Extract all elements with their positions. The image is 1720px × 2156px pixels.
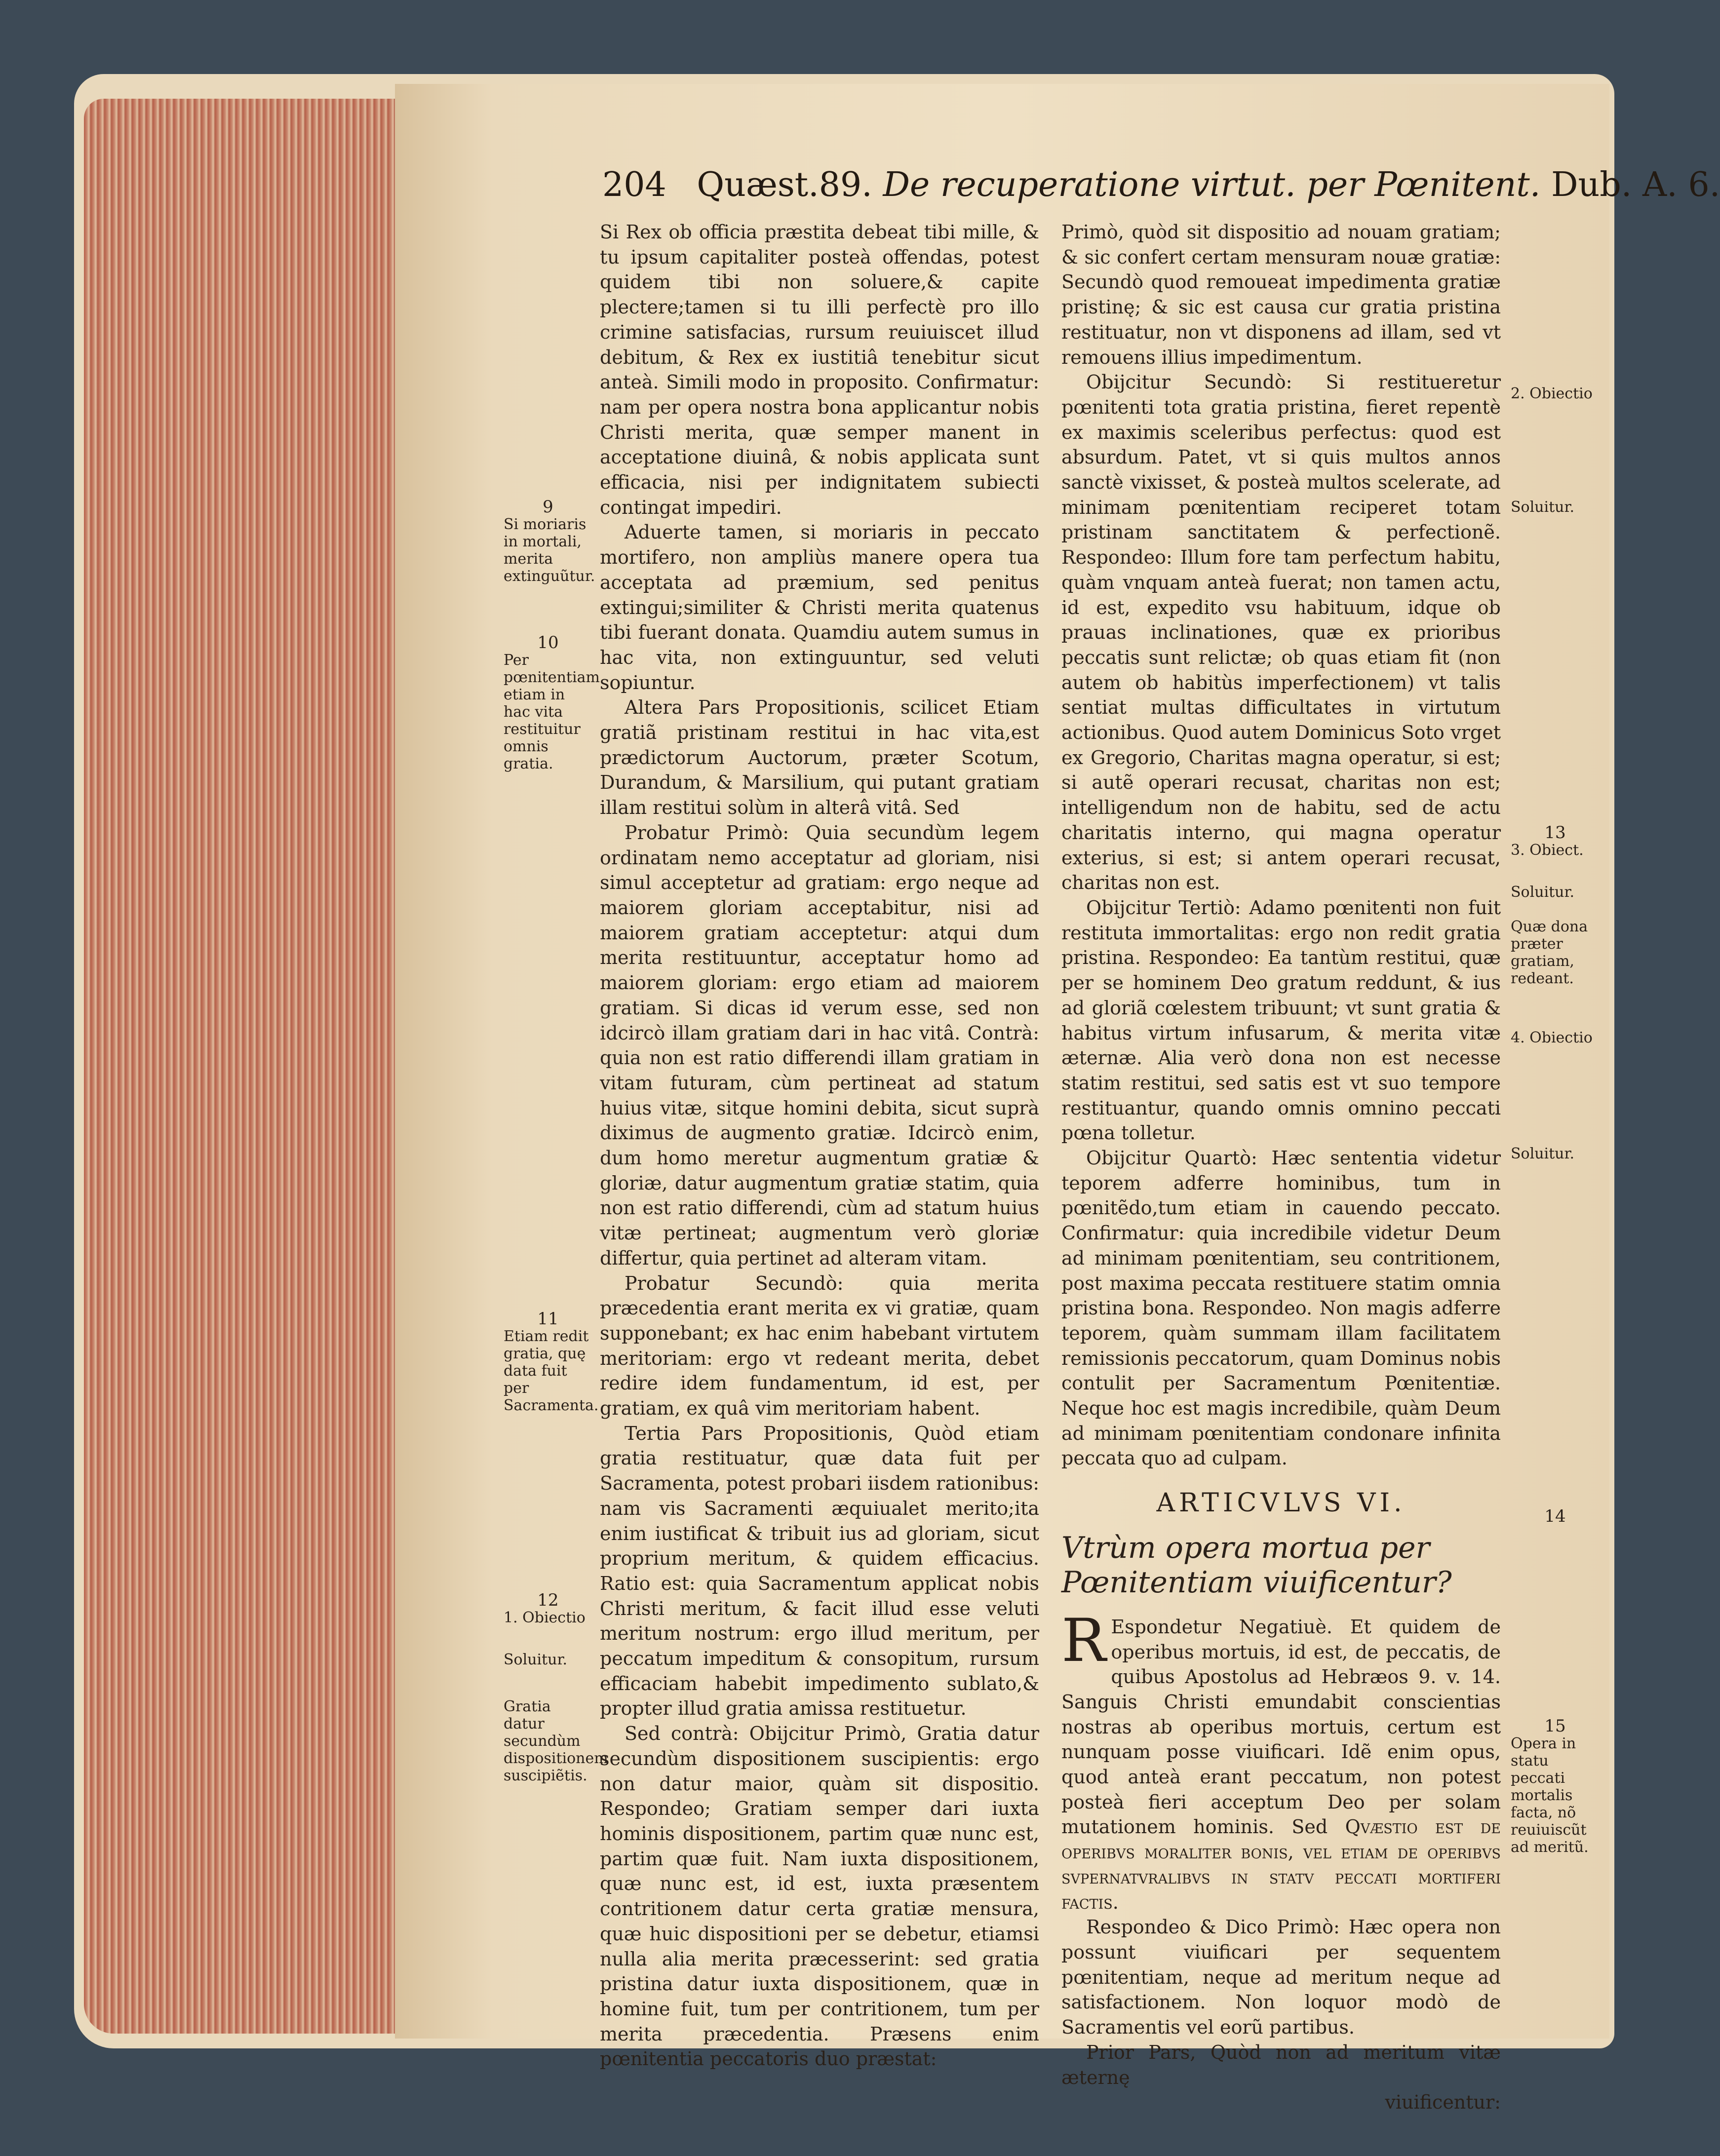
paragraph: Probatur Primò: Quia secundùm legem ordinatam nemo acceptatur ad gloriam, nisi simul acceptetur ad gratiam: ergo neque ad maiorem gloriam acceptabitur, nisi ad maiorem gratiam acceptetur: atqui dum merita restituuntur, acceptatur homo ad maiorem gloriam: ergo etiam ad maiorem gratiam. Si dicas id verum esse, sed non idcircò illam gratiam dari in hac vitâ. Contrà: quia non est ratio differendi illam gratiam in vitam futuram, cùm pertineat ad statum huius vitæ, sitque homini debita, sicut suprà diximus de augmento gratiæ. Idcircò enim, dum homo meretur augmentum gratiæ & gloriæ, datur augmentum gratiæ statim, quia non est ratio differendi, cùm ad statum huius vitæ pertineat; augmentum verò gloriæ differtur, quia pertinet ad alteram vitam. xyxy=(600,821,1039,1269)
header-section: Dub. A. 6. xyxy=(1551,165,1720,204)
margin-note: Soluitur. xyxy=(1511,499,1575,516)
paragraph xyxy=(1061,1606,1501,1915)
margin-note: Soluitur. xyxy=(1511,884,1575,901)
margin-note: Quæ dona præter gratiam, redeant. xyxy=(1511,918,1588,987)
paragraph: Altera Pars Propositionis, scilicet Etiam gratiã pristinam restitui in hac vita,est prædictorum Auctorum, præter Scotum, Durandum, & Marsilium, qui putant gratiam illam restitui solùm in alterâ vitâ. Sed xyxy=(600,696,1039,819)
margin-note: 2. Obiectio xyxy=(1511,385,1593,402)
paragraph: Respondeo & Dico Primò: Hæc opera non possunt viuificari per sequentem pœnitentiam, neque ad meritum neque ad satisfactionem. Non loquor modò de Sacramentis vel eorũ partibus. xyxy=(1061,1916,1501,2039)
paragraph: Primò, quòd sit dispositio ad nouam gratiam; & sic confert certam mensuram nouæ gratiæ: Secundò quod remoueat impedimenta gratiæ pristinę; & sic est causa cur gratia pristina restituatur, non vt disponens ad illam, sed vt remouens illius impedimentum. xyxy=(1061,221,1501,368)
margin-note: 14 xyxy=(1544,1506,1566,1526)
article-question: Vtrùm opera mortua per Pœnitentiam viuificentur? xyxy=(1061,1530,1452,1600)
page-edges xyxy=(84,99,400,2034)
paragraph: Obijcitur Tertiò: Adamo pœnitenti non fuit restituta immortalitas: ergo non redit gratia pristina. Respondeo: Ea tantùm restitui, quæ per se hominem Deo gratum reddunt, & ius ad gloriã cœlestem tribuunt; vt sunt gratia & habitus virtum infusarum, & merita vitæ æternæ. Alia verò dona non est necesse statim restitui, sed satis est vt suo tempore restituantur, quando omnis omnino peccati pœna tolletur. xyxy=(1061,896,1501,1144)
running-header xyxy=(602,165,1720,204)
margin-note: Gratia datur secundùm dispositionem suscipiẽtis. xyxy=(504,1698,608,1784)
margin-note: 9 Si moriaris in mortali, merita extinguũtur. xyxy=(504,497,595,585)
article-text: Espondetur Negatiuè. Et quidem de operibus mortuis, id est, de peccatis, de quibus Apostolus ad Hebræos 9. v. 14. Sanguis Christi emundabit conscientias nostras ab operibus mortuis, certum est nunquam posse viuificari. Idẽ enim opus, quod anteà erant peccatum, non potest posteà fieri acceptum Deo per solam mutationem hominis. Sed xyxy=(1061,1616,1501,1838)
paragraph: Si Rex ob officia præstita debeat tibi mille, & tu ipsum capitaliter posteà offendas, potest quidem tibi non soluere,& capite plectere;tamen si tu illi perfectè pro illo crimine satisfacias, rursum reuiuiscet illud debitum, & Rex ex iustitiâ tenebitur sicut anteà. Simili modo in proposito. Confirmatur: nam per opera nostra bona applicantur nobis Christi merita, quæ semper manent in acceptatione diuinâ, & nobis applicata sunt efficacia, nisi per indignitatem subiecti contingat impediri. xyxy=(600,221,1039,518)
drop-capital: R xyxy=(1061,1606,1106,1675)
article-smallcaps: Qvæstio est de operibvs moraliter bonis, vel etiam de operibvs svpernatvralibvs in statv peccati mortiferi factis. xyxy=(1061,1816,1501,1913)
catchword: viuificentur: xyxy=(1385,2091,1501,2114)
margin-note: 4. Obiectio xyxy=(1511,1029,1593,1046)
margin-note: 10 Per pœnitentiam etiam in hac vita restituitur omnis gratia. xyxy=(504,633,600,772)
margin-note: Soluitur. xyxy=(1511,1145,1575,1162)
margin-note: 11 Etiam redit gratia, quę data fuit per Sacramenta. xyxy=(504,1309,599,1414)
paragraph: Tertia Pars Propositionis, Quòd etiam gratia restituatur, quæ data fuit per Sacramenta, potest probari iisdem rationibus: nam vis Sacramenti æquiualet merito;ita enim iustificat & tribuit ius ad gloriam, sicut proprium meritum, & quidem efficacius. Ratio est: quia Sacramentum applicat nobis Christi meritum, & facit illud esse veluti meritum nostrum: ergo illud meritum, per peccatum impeditum & consopitum, rursum efficaciam habebit impedimento sublato,& propter illud gratia amissa restituetur. xyxy=(600,1422,1040,1720)
page-number: 204 xyxy=(602,165,666,204)
margin-note: 15 Opera in statu peccati mortalis facta, nõ reuiuiscũt ad meritũ. xyxy=(1511,1716,1589,1856)
paragraph: Obijcitur Quartò: Hæc sententia videtur teporem adferre hominibus, tum in pœnitẽdo,tum etiam in cauendo peccato. Confirmatur: quia incredibile videtur Deum ad minimam pœnitentiam, seu contritionem, post maxima peccata restituere statim omnia pristina bona. Respondeo. Non magis adferre teporem, quàm summam illam facilitatem remissionis peccatorum, quam Dominus nobis contulit per Sacramentum Pœnitentiæ. Neque hoc est magis incredibile, quàm Deum ad minimam pœnitentiam condonare infinita peccata quo ad culpam. xyxy=(1061,1147,1501,1469)
left-column xyxy=(600,220,1039,2072)
paragraph: Obijcitur Secundò: Si restitueretur pœnitenti tota gratia pristina, fieret repentè ex maximis sceleribus perfectus: quod est absurdum. Patet, vt si quis multos annos sanctè vixisset, & posteà multos scelerate, ad minimam pœnitentiam reciperet totam pristinam sanctitatem & perfectionẽ. Respondeo: Illum fore tam perfectum habitu, quàm vnquam anteà fuerat; non tamen actu, id est, expedito vsu habituum, idque ob prauas inclinationes, quæ ex prioribus peccatis sunt relictæ; ob quas etiam fit (non autem ob habitùs imperfectionem) vt talis sentiat multas difficultates in virtutum actionibus. Quod autem Dominicus Soto vrget ex Gregorio, Charitas magna operatur, si est; si autẽ operari recusat, charitas non est; intelligendum non de habitu, sed de actu charitatis interno, qui magna operatur exterius, si est; si antem operari recusat, charitas non est. xyxy=(1061,371,1501,894)
right-column xyxy=(1061,220,1501,2115)
article-heading: ARTICVLVS VI. xyxy=(1156,1488,1406,1518)
margin-note: Soluitur. xyxy=(504,1651,568,1668)
paragraph: Prior Pars, Quòd non ad meritum vitæ æternę xyxy=(1061,2041,1501,2088)
header-question: Quæst.89. xyxy=(697,165,872,204)
paragraph: Sed contrà: Obijcitur Primò, Gratia datur secundùm dispositionem suscipientis: ergo non datur maior, quàm sit dispositio. Respondeo; Gratiam semper dari iuxta hominis dispositionem, partim quæ nunc est, partim quæ fuit. Nam iuxta dispositionem, quæ nunc est, id est, iuxta præsentem contritionem datur certa gratiæ mensura, quæ huic dispositioni per se debetur, etiamsi nulla alia merita præcesserint: sed gratia pristina datur iuxta dispositionem, quæ in homine fuit, tum per contritionem, tum per merita præcedentia. Præsens enim pœnitentia peccatoris duo præstat: xyxy=(600,1723,1039,2070)
paragraph: Probatur Secundò: quia merita præcedentia erant merita ex vi gratiæ, quam supponebant; ex hac enim habebant virtutem meritoriam: ergo vt redeant merita, debet redire idem fundamentum, id est, per gratiam, ex quâ vim meritoriam habent. xyxy=(600,1272,1039,1420)
margin-note: 13 3. Obiect. xyxy=(1511,823,1584,859)
margin-note: 12 1. Obiectio xyxy=(504,1590,586,1626)
header-title: De recuperatione virtut. per Pœnitent. xyxy=(883,165,1541,204)
paragraph: Aduerte tamen, si moriaris in peccato mortifero, non ampliùs manere opera tua acceptata ad præmium, sed penitus extingui;similiter & Christi merita quatenus tibi fuerant donata. Quamdiu autem sumus in hac vita, non extinguuntur, sed veluti sopiuntur. xyxy=(600,521,1039,693)
